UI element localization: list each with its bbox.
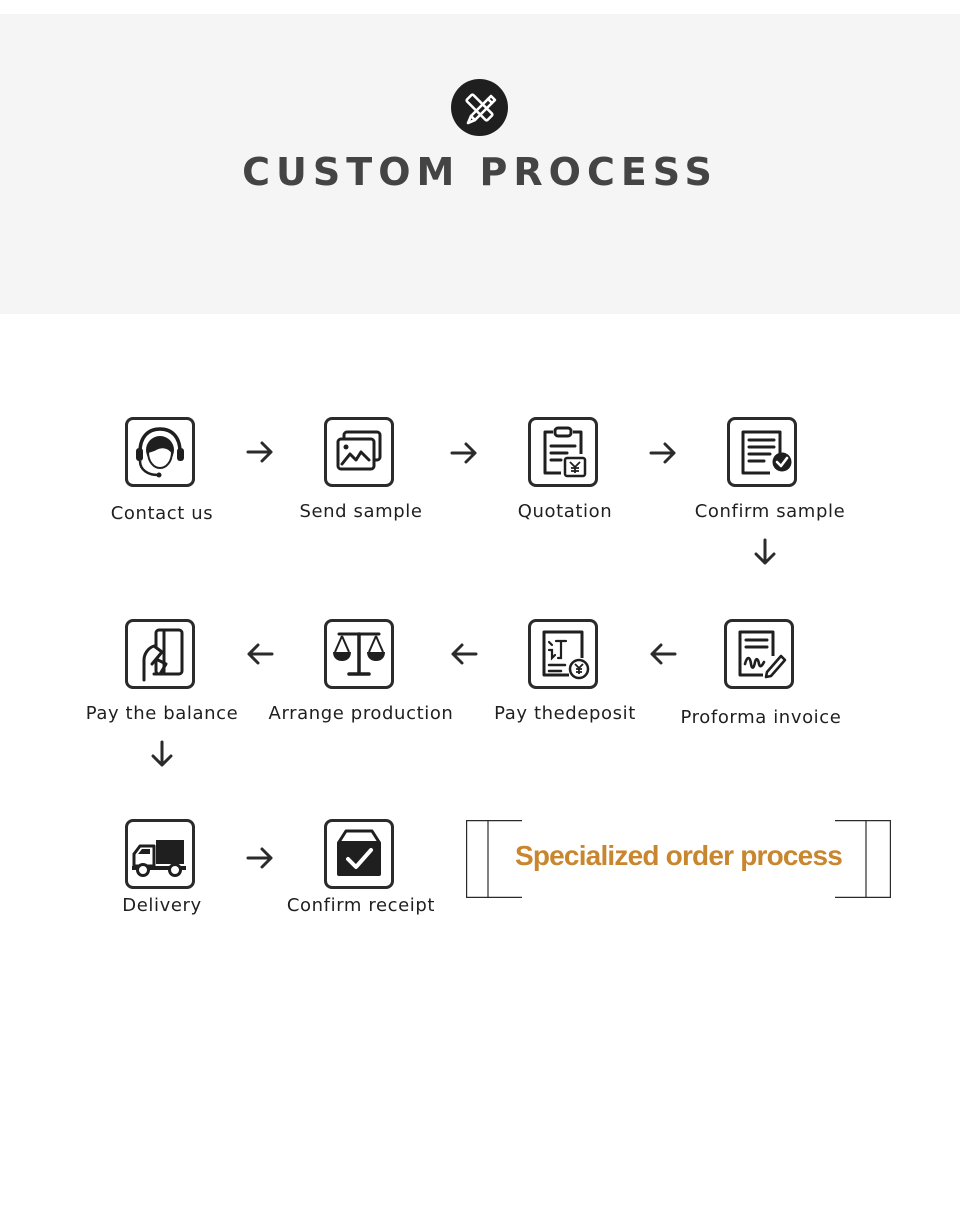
- balance-scale-icon: [327, 622, 391, 686]
- step-label-quotation: Quotation: [517, 501, 613, 522]
- step-send-sample: [324, 417, 394, 487]
- arrow-left-icon: [648, 639, 678, 669]
- arrow-right-icon: [449, 438, 479, 468]
- arrow-left-icon: [245, 639, 275, 669]
- step-label-arrange-production: Arrange production: [268, 703, 454, 724]
- step-label-delivery: Delivery: [122, 895, 202, 916]
- step-pay-thedeposit: [528, 619, 598, 689]
- step-label-confirm-receipt: Confirm receipt: [286, 895, 436, 916]
- order-yen-icon: [531, 622, 595, 686]
- page-title: CUSTOM PROCESS: [242, 150, 718, 194]
- banner-text: Specialized order process: [514, 840, 843, 871]
- specialized-order-banner: [466, 820, 891, 898]
- truck-icon: [128, 822, 192, 886]
- document-signature-icon: [727, 622, 791, 686]
- step-label-confirm-sample: Confirm sample: [694, 501, 846, 522]
- arrow-down-icon: [147, 739, 177, 769]
- step-label-contact-us: Contact us: [110, 503, 214, 524]
- arrow-right-icon: [245, 437, 275, 467]
- arrow-left-icon: [449, 639, 479, 669]
- header-section: [0, 14, 960, 314]
- image-stack-icon: [327, 420, 391, 484]
- step-pay-the-balance: [125, 619, 195, 689]
- step-label-pay-the-balance: Pay the balance: [85, 703, 239, 724]
- document-check-icon: [730, 420, 794, 484]
- hand-card-icon: [128, 622, 192, 686]
- step-label-pay-thedeposit: Pay thedeposit: [494, 703, 636, 724]
- headset-icon: [128, 420, 192, 484]
- step-quotation: [528, 417, 598, 487]
- step-confirm-sample: [727, 417, 797, 487]
- arrow-right-icon: [648, 438, 678, 468]
- step-label-send-sample: Send sample: [299, 501, 423, 522]
- step-confirm-receipt: [324, 819, 394, 889]
- step-proforma-invoice: [724, 619, 794, 689]
- arrow-right-icon: [245, 843, 275, 873]
- step-contact-us: [125, 417, 195, 487]
- step-arrange-production: [324, 619, 394, 689]
- step-delivery: [125, 819, 195, 889]
- step-label-proforma-invoice: Proforma invoice: [680, 707, 842, 728]
- pencil-ruler-icon: [451, 79, 508, 136]
- arrow-down-icon: [750, 537, 780, 567]
- clipboard-yen-icon: [531, 420, 595, 484]
- box-check-icon: [327, 822, 391, 886]
